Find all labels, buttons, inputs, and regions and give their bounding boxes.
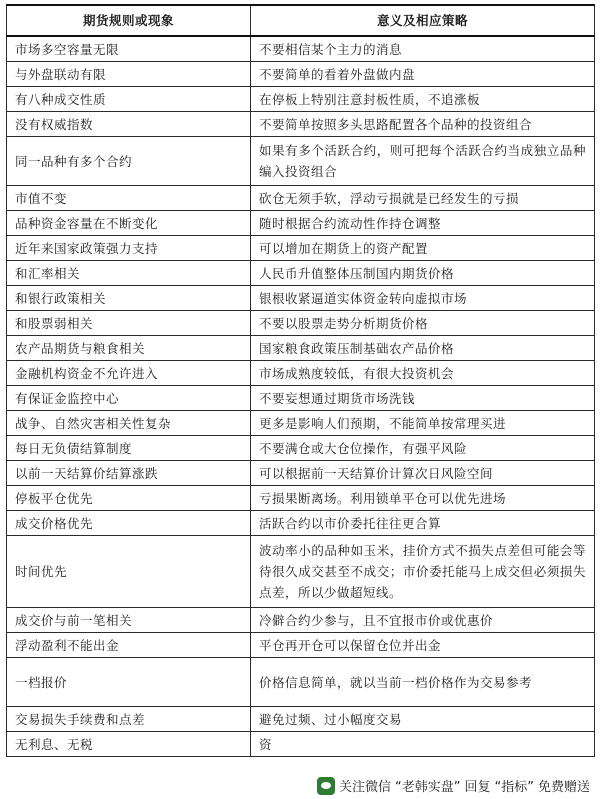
table-row [7,286,595,311]
column-header-rule: 期货规则或现象 [7,5,251,36]
strategy-cell: 如果有多个活跃合约，则可把每个活跃合约当成独立品种编入投资组合 [251,137,595,186]
strategy-cell: 可以根据前一天结算价计算次日风险空间 [251,461,595,486]
strategy-cell: 随时根据合约流动性作持仓调整 [251,211,595,236]
table-row [7,311,595,336]
table-row [7,186,595,211]
table-row [7,112,595,137]
strategy-cell: 不要简单的看着外盘做内盘 [251,62,595,87]
watermark-prefix: 关注微信 [338,780,391,795]
futures-rules-table [6,4,595,757]
strategy-cell: 不要相信某个主力的消息 [251,36,595,62]
table-row [7,336,595,361]
rule-cell: 品种资金容量在不断变化 [7,211,251,236]
watermark-middle: 回复 [464,780,491,795]
strategy-cell: 波动率小的品种如玉米，挂价方式不损失点差但可能会等待很久成交甚至不成交；市价委托能马上成交但必须损失点差，所以少做超短线。 [251,536,595,608]
rule-cell: 市场多空容量无限 [7,36,251,62]
table-row [7,361,595,386]
table-row [7,461,595,486]
strategy-cell: 避免过频、过小幅度交易 [251,707,595,732]
rule-cell: 交易损失手续费和点差 [7,707,251,732]
strategy-cell: 在停板上特别注意封板性质，不追涨板 [251,87,595,112]
strategy-cell: 不要妄想通过期货市场洗钱 [251,386,595,411]
rule-cell: 成交价格优先 [7,511,251,536]
rule-cell: 和银行政策相关 [7,286,251,311]
strategy-cell: 亏损果断离场。利用锁单平仓可以优先进场 [251,486,595,511]
rule-cell: 和股票弱相关 [7,311,251,336]
rule-cell: 与外盘联动有限 [7,62,251,87]
header-row [7,5,595,36]
table-row [7,87,595,112]
table-row [7,608,595,633]
strategy-cell: 不要以股票走势分析期货价格 [251,311,595,336]
strategy-cell: 活跃合约以市价委托往往更合算 [251,511,595,536]
rule-cell: 一档报价 [7,658,251,707]
strategy-cell: 平仓再开仓可以保留仓位并出金 [251,633,595,658]
rule-cell: 停板平仓优先 [7,486,251,511]
rule-cell: 成交价与前一笔相关 [7,608,251,633]
rule-cell: 近年来国家政策强力支持 [7,236,251,261]
rule-cell: 有八种成交性质 [7,87,251,112]
table-row [7,486,595,511]
rule-cell: 每日无负债结算制度 [7,436,251,461]
strategy-cell: 更多是影响人们预期，不能简单按常理买进 [251,411,595,436]
column-header-strategy: 意义及相应策略 [251,5,595,36]
strategy-cell: 冷僻合约少参与，且不宜报市价或优惠价 [251,608,595,633]
table-row [7,36,595,62]
rule-cell: 以前一天结算价结算涨跌 [7,461,251,486]
table-row [7,732,595,757]
table-row [7,633,595,658]
rule-cell: 同一品种有多个合约 [7,137,251,186]
watermark-keyword: “指标” [494,780,534,795]
table-row [7,511,595,536]
strategy-cell: 砍仓无须手软，浮动亏损就是已经发生的亏损 [251,186,595,211]
table-row [7,386,595,411]
strategy-cell: 市场成熟度较低，有很大投资机会 [251,361,595,386]
table-row [7,236,595,261]
rule-cell: 农产品期货与粮食相关 [7,336,251,361]
strategy-cell: 国家粮食政策压制基础农产品价格 [251,336,595,361]
table-row [7,211,595,236]
strategy-cell: 可以增加在期货上的资产配置 [251,236,595,261]
table-row [7,658,595,707]
wechat-icon [317,777,335,795]
strategy-cell: 人民币升值整体压制国内期货价格 [251,261,595,286]
strategy-cell: 不要满仓或大仓位操作，有强平风险 [251,436,595,461]
table-row [7,436,595,461]
watermark-account: “老韩实盘” [395,780,461,795]
strategy-cell: 资 [251,732,595,757]
rule-cell: 无利息、无税 [7,732,251,757]
strategy-cell: 价格信息简单，就以当前一档价格作为交易参考 [251,658,595,707]
rule-cell: 时间优先 [7,536,251,608]
table-row [7,411,595,436]
table-row [7,261,595,286]
rule-cell: 金融机构资金不允许进入 [7,361,251,386]
rule-cell: 没有权威指数 [7,112,251,137]
table-row [7,707,595,732]
table-row [7,137,595,186]
rule-cell: 市值不变 [7,186,251,211]
watermark-suffix: 免费赠送 [537,780,590,795]
wechat-watermark [311,774,596,797]
rule-cell: 和汇率相关 [7,261,251,286]
table-row [7,536,595,608]
rule-cell: 有保证金监控中心 [7,386,251,411]
strategy-cell: 不要简单按照多头思路配置各个品种的投资组合 [251,112,595,137]
strategy-cell: 银根收紧逼道实体资金转向虚拟市场 [251,286,595,311]
rule-cell: 浮动盈利不能出金 [7,633,251,658]
table-row [7,62,595,87]
rule-cell: 战争、自然灾害相关性复杂 [7,411,251,436]
table-body [7,36,595,757]
